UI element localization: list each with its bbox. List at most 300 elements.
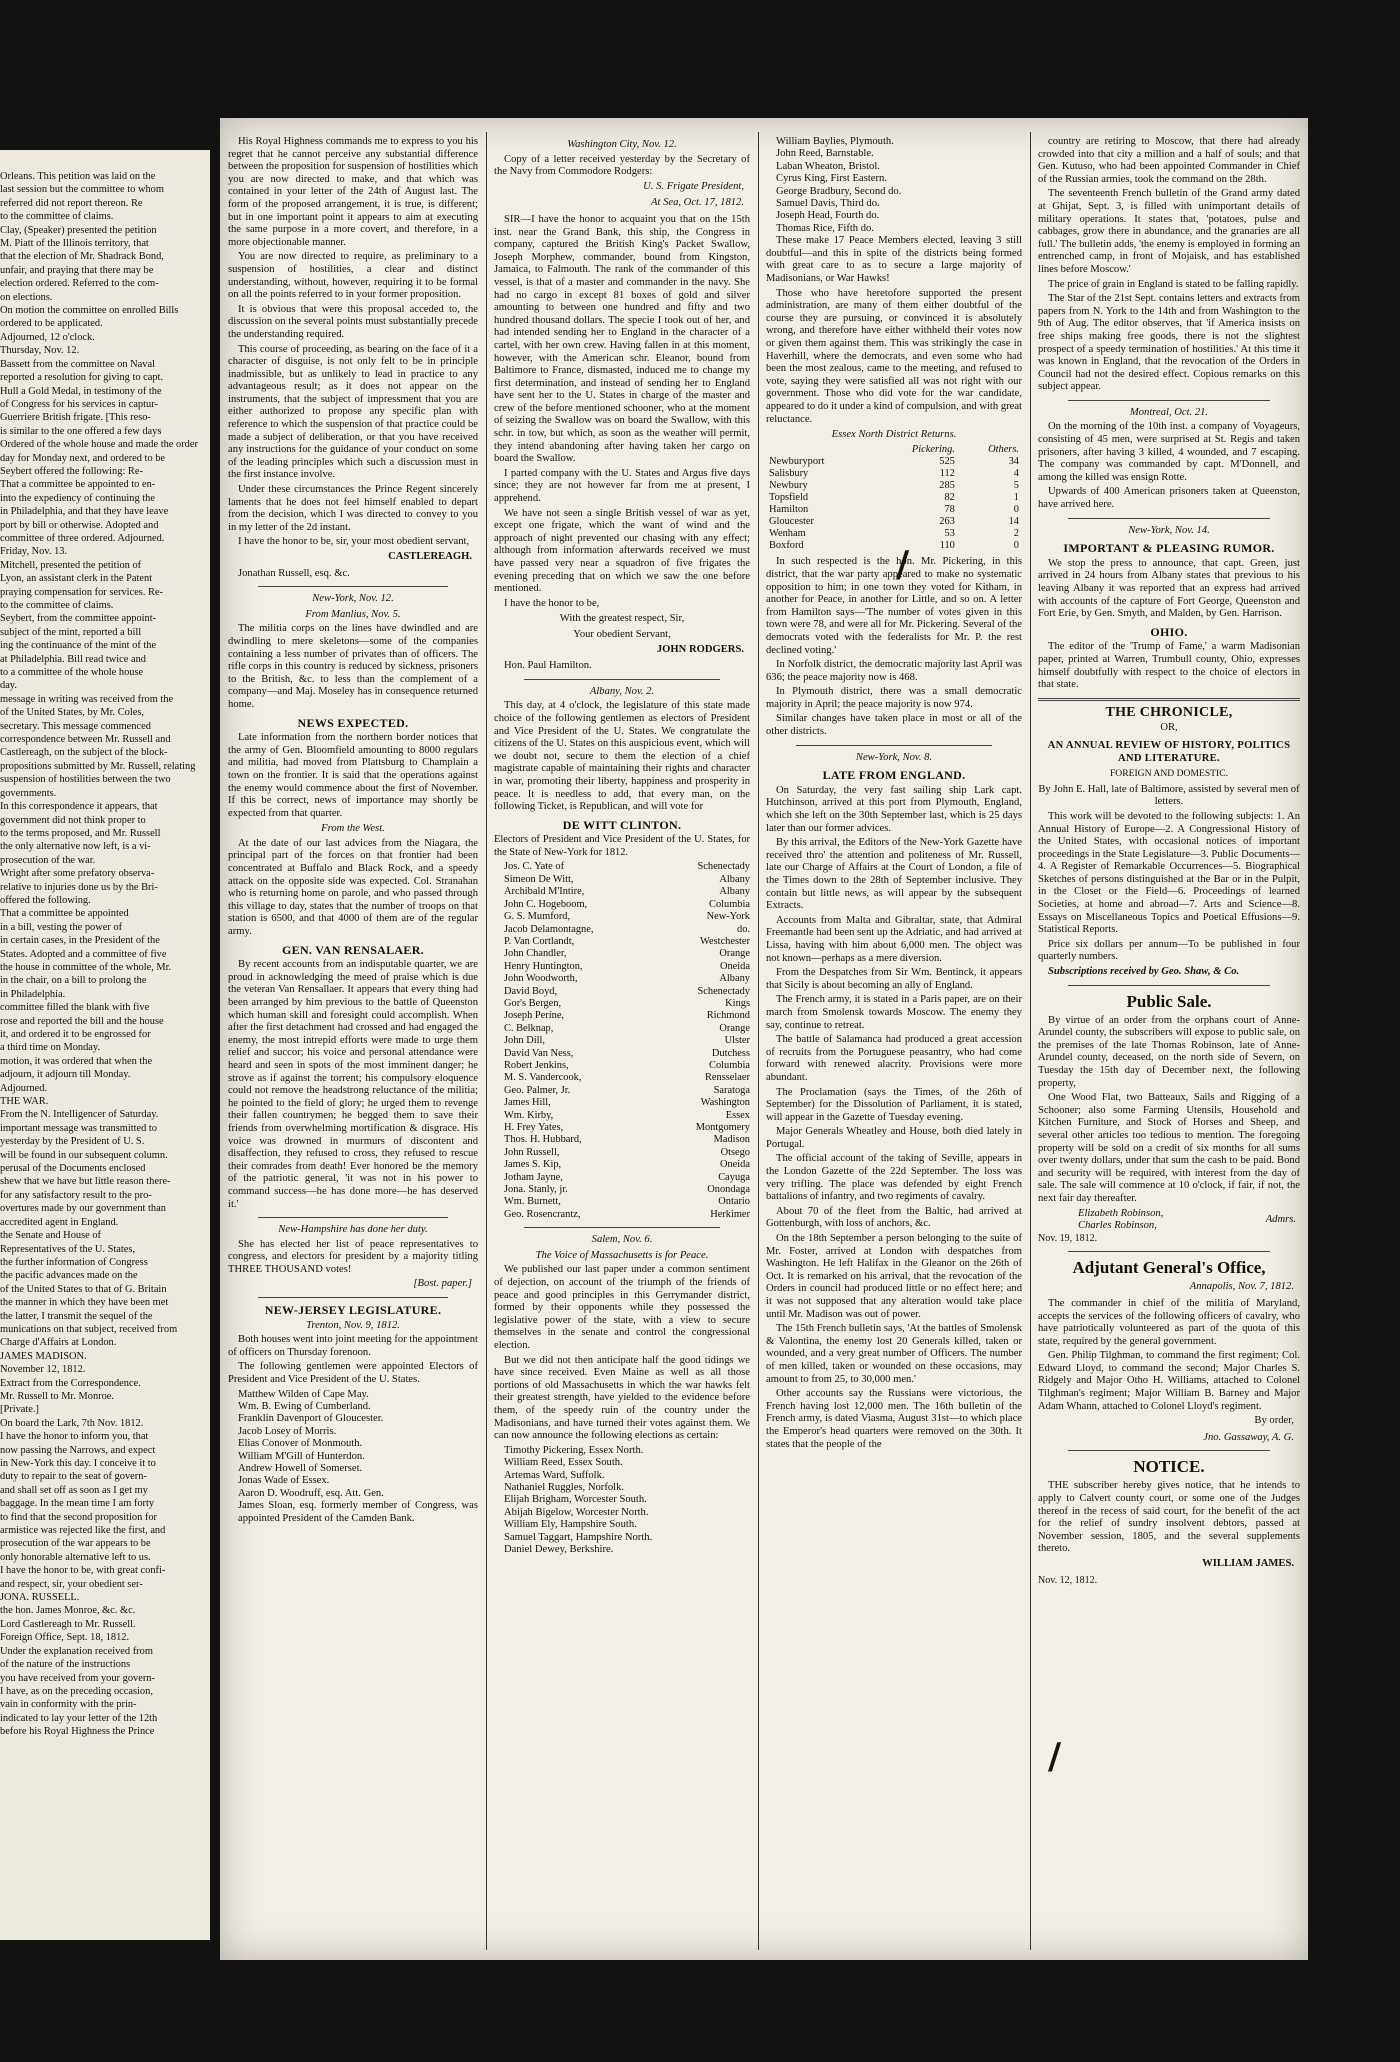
paragraph: The editor of the 'Trump of Fame,' a warm Madisonian paper, printed at Warren, Trumbull county, Ohio, expresses himself doubtfully with respect to the choice of electors in that state. [1038,641,1300,691]
heading-new-jersey-legislature: NEW-JERSEY LEGISLATURE. [264,1303,442,1318]
elector-name: Geo. Palmer, Jr. [504,1084,571,1096]
divider [258,586,448,587]
elector-name: Simeon De Witt, [504,873,574,885]
elector-name: Wm. Burnett, [504,1196,561,1208]
paragraph: country are retiring to Moscow, that there had already crowded into that city a million and a half of souls; and that Gen. Kutuso, who had been appointed Commander in Chief of the Russian armies, took the command on the 28th. [1038,136,1300,185]
elector-county: Dutchess [711,1047,750,1059]
left-fragment-line: the manner in which they have been met [0,1297,169,1309]
left-fragment-line: I have, as on the preceding occasion, [0,1685,153,1697]
paragraph: Other accounts say the Russians were victorious, the French having lost 12,000 men. The 16th bulletin of the French army, is dated Viasma, August 31st—to which place the Emperor's head quarters were removed on the 30th. It states that the people of the [766,1388,1022,1450]
table-row [766,456,1022,468]
heading-news-expected: NEWS EXPECTED. [297,715,409,730]
paragraph: By virtue of an order from the orphans court of Anne-Arundel county, the subscribers will expose to public sale, on the premises of the late Thomas Robinson, late of Anne-Arundel county, deceased, on the north side of Severn, on Tuesday the 15th day of December next, the following property, [1038,1014,1300,1089]
paragraph: The following gentlemen were appointed Electors of President and Vice President of the U. States. [228,1361,478,1386]
left-fragment-line: to a committee of the whole house [0,667,144,679]
new-jersey-text [228,1334,478,1386]
column-rule [486,132,487,1950]
addressee: Jonathan Russell, esq. &c. [238,567,350,579]
table-cell: 110 [939,540,955,552]
paragraph: In Plymouth district, there was a small democratic majority in April; the peace majority is now 974. [766,686,1022,710]
left-fragment-line: reported a resolution for giving to capt. [0,372,164,384]
left-fragment-line: correspondence between Mr. Russell and [0,734,171,746]
nj-elector: Jacob Losey of Morris. [238,1425,337,1437]
paragraph: On Saturday, the very fast sailing ship Lark capt. Hutchinson, arrived at this port from Plymouth, England, which she left on the 30th September last, which is 25 days later than our former advices. [766,784,1022,834]
left-fragment-line: referred did not report thereon. Re [0,197,143,209]
elector-name: Thos. H. Hubbard, [504,1134,582,1146]
notice-date: Nov. 12, 1812. [1038,1574,1098,1586]
news-expected-text [228,732,478,820]
left-fragment-line: Charge d'Affairs at London. [0,1337,117,1349]
ma-elected-member: Nathaniel Ruggles, Norfolk. [504,1481,625,1493]
rumor-text [1038,558,1300,621]
column-3 [766,136,1022,1950]
paragraph: The French army, it is stated in a Paris paper, are on their march from Smolensk towards Moscow. The enemy they say, continue to retreat. [766,994,1022,1031]
closing: With the greatest respect, Sir, [559,613,685,625]
elector-county: Ulster [724,1035,750,1047]
left-fragment-line: before his Royal Highness the Prince [0,1726,155,1738]
ma-elected-list-continued [776,136,1022,235]
table-cell: 0 [1013,540,1019,552]
elector-row [504,1023,750,1035]
elector-row [504,1147,750,1159]
paragraph: The 15th French bulletin says, 'At the battles of Smolensk & Valontina, the enemy lost 20 Generals killed, taken or wounded, and a very great number of Officers. The number of men killed, taken or wounded on these occasions, may amount to from 25, to 30,000 men.' [766,1323,1022,1385]
notice-text [1038,1480,1300,1556]
ma-elected-member: Elijah Brigham, Worcester South. [504,1494,647,1506]
table-row [766,504,1022,516]
left-fragment-line: In this correspondence it appears, that [0,801,158,813]
table-cell: Salisbury [769,468,809,480]
elector-name: Archibald M'Intire, [504,886,585,898]
heading-late-from-england: LATE FROM ENGLAND. [822,768,966,783]
left-fragment-line: of Congress for his services in captur- [0,398,158,410]
elector-row [504,998,750,1010]
left-fragment-line: Mr. Russell to Mr. Monroe. [0,1390,115,1402]
elector-name: Joseph Perine, [504,1010,565,1022]
elector-county: Ontario [718,1196,750,1208]
left-fragment-line: a third time on Monday. [0,1042,101,1054]
table-row [766,540,1022,552]
ma-elected-member: Joseph Head, Fourth do. [776,210,880,222]
ma-elected-member: Abijah Bigelow, Worcester North. [504,1506,649,1518]
sale-signer-2: Charles Robinson, [1078,1220,1157,1232]
essex-returns-table [766,444,1022,553]
left-fragment-line: indicated to lay your letter of the 12th [0,1712,158,1724]
paragraph: The Proclamation (says the Times, of the 26th of September) for the Dissolution of Parliament, it is stated, will appear in the Gazette of Tuesday evening. [766,1086,1022,1123]
elector-row [504,1085,750,1097]
elector-name: James Hill, [504,1097,551,1109]
paragraph: SIR—I have the honor to acquaint you that on the 15th inst. near the Grand Bank, this ship, the Congress in company, captured the British King's Packet Swallow, Joseph Morphew, commander, bound from Kingston, Jamaica, to Falmouth. The rank of the commander of this vessel, is that of a master and commander in the navy. She had no cargo in except 81 boxes of gold and silver amounting to between one hundred and fifty and two hundred thousand dollars. The specie I took out of her, and had intended sending her to England in the character of a cartel, with her own crew. Having fallen in at this moment, however, with the American schr. Eleanor, bound from Baltimore to France, dismasted, induced me to change my first determination, and instead of sending her to England have sent her to the U. States in charge of the master and crew of the before mentioned schooner, who at the moment of seizing the Swallow was on board the Swallow, with this schr. in tow, but which, as soon as the weather will permit, they intend abandoning after having taken her cargo on board the Swallow. [494,213,750,465]
paragraph: Accounts from Malta and Gibraltar, state, that Admiral Freemantle had been sent up the Adriatic, and had arrived at Lissa, having with him about 6,000 men. The object was not known—perhaps as a mere diversion. [766,914,1022,964]
table-cell: Boxford [769,540,804,552]
left-fragment-line: propositions submitted by Mr. Russell, relating [0,760,196,772]
left-fragment-line: Bassett from the committee on Naval [0,358,155,370]
table-cell: Newbury [769,480,808,492]
elector-name: G. S. Mumford, [504,911,571,923]
handwritten-mark: / [896,544,910,585]
heading-ohio: OHIO. [1150,624,1188,639]
at-sea-date: At Sea, Oct. 17, 1812. [651,197,744,209]
left-fragment-line: Ordered of the whole house and made the order [0,439,198,451]
dateline-annapolis: Annapolis, Nov. 7, 1812. [1189,1281,1294,1293]
left-fragment-line: Castlereagh, on the subject of the block- [0,747,168,759]
left-fragment-line: of the nature of the instructions [0,1659,131,1671]
left-fragment-line: the hon. James Monroe, &c. &c. [0,1605,136,1617]
elector-name: David Boyd, [504,985,558,997]
left-fragment-line: I have the honor to be, with great confi- [0,1565,166,1577]
ohio-text [1038,641,1300,691]
elector-county: Columbia [709,898,750,910]
elector-row [504,1134,750,1146]
albany-report [494,700,750,813]
elector-row [504,948,750,960]
paragraph: These make 17 Peace Members elected, leaving 3 still doubtful—and this in spite of the districts being formed with great care to as to secure a large majority of Madisonians, or War Hawks! [766,235,1022,285]
elector-row [504,973,750,985]
left-fragment-line: governments. [0,787,57,799]
left-fragment-line: M. Piatt of the Illinois territory, that [0,238,149,250]
dateline-montreal: Montreal, Oct. 21. [1129,406,1209,418]
paragraph: The seventeenth French bulletin of the Grand army dated at Ghijat, Sept. 3, is filled with unimportant details of military operations. It states that, 'potatoes, pulse and cabbages, grow there in abundance, and the granaries are all full.' The bulletin adds, 'the enemy is employed in forming an entrenched camp, in front of Mojaisk, and has established lines before Moscow.' [1038,188,1300,275]
paragraph: From the Despatches from Sir Wm. Bentinck, it appears that Sicily is about becoming an ally of England. [766,967,1022,991]
left-fragment-line: duty to repair to the seat of govern- [0,1471,147,1483]
left-fragment-line: into the expediency of continuing the [0,492,155,504]
left-fragment-line: in Philadelphia, and that they have leave [0,506,169,518]
elector-row [504,986,750,998]
left-fragment-line: Seybert offered the following: Re- [0,465,143,477]
public-sale-signatures [1078,1208,1296,1233]
paragraph: I parted company with the U. States and Argus five days since; they are not however far from me at present, I apprehend. [494,467,750,505]
left-fragment-line: Representatives of the U. States, [0,1243,136,1255]
elector-county: Orange [719,1022,750,1034]
paragraph: You are now directed to require, as preliminary to a suspension of hostilities, a clear and distinct understanding, without, however, requiring it to be formal on all the points referred to in your former proposition. [228,251,478,301]
elector-county: Albany [719,886,750,898]
left-fragment-line: important message was transmitted to [0,1122,157,1134]
left-fragment-line: now passing the Narrows, and expect [0,1444,156,1456]
pickering-text [766,556,1022,738]
chronicle-subscriptions: Subscriptions received by Geo. Shaw, & Co. [1048,966,1240,978]
chronicle-subtitle: AN ANNUAL REVIEW OF HISTORY, POLITICS AND LITERATURE. [1047,739,1291,764]
chronicle-subtitle-2: FOREIGN AND DOMESTIC. [1109,768,1229,780]
left-fragment-line: vain in conformity with the prin- [0,1699,137,1711]
elector-row [504,1072,750,1084]
table-header [766,444,873,457]
left-fragment-line: it, and ordered it to be engrossed for [0,1029,151,1040]
left-fragment-line: the Senate and House of [0,1230,101,1242]
ma-elected-member: William Reed, Essex South. [504,1457,623,1469]
left-fragment-line: Friday, Nov. 13. [0,546,68,558]
left-fragment-line: [Private.] [0,1404,39,1416]
elector-county: Oneida [719,1159,750,1171]
table-row [766,480,1022,492]
elector-county: Cayuga [718,1171,750,1183]
elector-row [504,1122,750,1134]
elector-county: Schenectady [697,985,750,997]
dateline-new-york-14: New-York, Nov. 14. [1128,524,1210,536]
paragraph: The price of grain in England is stated to be falling rapidly. [1048,278,1299,290]
elector-row [504,961,750,973]
table-cell: 82 [944,492,955,504]
divider [524,679,720,680]
by-order: By order, [1254,1415,1294,1427]
left-fragment-line: last session but the committee to whom [0,184,164,196]
left-fragment-line: and shall set off as soon as I get my [0,1484,148,1496]
left-fragment-line: unfair, and praying that there may be [0,264,154,276]
left-fragment-line: shew that we have but little reason there- [0,1176,171,1188]
left-fragment-line: at Philadelphia. Bill read twice and [0,653,147,665]
left-fragment-line: in Philadelphia. [0,988,66,1000]
montreal-report [1038,421,1300,511]
obedient: Your obedient Servant, [573,628,671,640]
left-fragment-line: armistice was rejected like the first, and [0,1525,166,1537]
rodgers-intro: Copy of a letter received yesterday by the Secretary of the Navy from Commodore Rodgers: [494,153,750,178]
paragraph: The commander in chief of the militia of Maryland, accepts the services of the following officers of cavalry, who have patriotically volunteered as part of the quota of this state, required by the general government. [1038,1297,1300,1347]
elector-name: Jona. Stanly, jr. [504,1184,568,1196]
left-fragment-line: subject of the mint, reported a bill [0,626,142,638]
elector-county: Montgomery [695,1122,750,1133]
heading-important-rumor: IMPORTANT & PLEASING RUMOR. [1063,541,1275,556]
elector-row [504,1209,750,1221]
moscow-report [1038,136,1300,394]
left-fragment-line: Guerriere British frigate. [This reso- [0,412,151,424]
table-cell: 285 [939,480,955,492]
van-rensalaer-text [228,959,478,1211]
left-fragment-line: adjourn, it adjourn till Monday. [0,1069,131,1081]
nj-elector: Jonas Wade of Essex. [238,1475,330,1487]
table-cell: Topsfield [769,492,809,504]
elector-name: Robert Jenkins, [504,1059,569,1071]
ma-elected-member: William Ely, Hampshire South. [504,1519,637,1531]
ny-electors-list [504,861,750,1221]
left-fragment-line: yesterday by the President of U. S. [0,1136,145,1148]
ma-elected-member: Samuel Taggart, Hampshire North. [504,1531,653,1543]
new-jersey-electors [238,1389,478,1525]
left-fragment-line: That a committee be appointed to en- [0,479,156,491]
ma-elected-member: Laban Wheaton, Bristol. [776,160,880,172]
electors-heading: Electors of President and Vice President of the U. States, for the State of New-York for 1812. [494,834,750,858]
elector-county: Herkimer [710,1208,750,1220]
left-fragment-line: Extract from the Correspondence. [0,1377,141,1389]
left-fragment-line: States. Adopted and a committee of five [0,948,167,960]
left-fragment-line: government did not think proper to [0,814,146,826]
castlereagh-letter [228,136,478,549]
table-cell: Hamilton [769,504,809,516]
elector-name: Geo. Rosencrantz, [504,1208,581,1220]
paragraph: Both houses went into joint meeting for the appointment of officers on Thursday forenoon. [228,1334,478,1358]
left-fragment-line: offered the following. [0,894,91,906]
column-2 [494,136,750,1950]
column-4 [1038,136,1300,1950]
ma-elected-member: George Bradbury, Second do. [776,185,902,197]
elector-county: Columbia [709,1059,750,1071]
elector-name: James S. Kip, [504,1159,562,1171]
paragraph: The battle of Salamanca had produced a great accession of recruits from the Portuguese peasantry, who had come forward with renewed alacrity. Provisions were more abundant. [766,1034,1022,1083]
public-sale-text [1038,1015,1300,1206]
left-fragment-line: ing the continuance of the mint of the [0,640,157,652]
elector-county: Richmond [706,1010,750,1022]
left-fragment-line: Lord Castlereagh to Mr. Russell. [0,1618,136,1630]
paragraph: Under these circumstances the Prince Regent sincerely laments that he does not feel himself enabled to depart from the decision, which I was directed to convey to you in my letter of the 2d instant. [228,484,478,533]
paragraph: In such respected is the hon. Mr. Pickering, in this district, that the war party appeared to make no systematic opposition to him; in one town they voted for Kitham, in another for Peace, in another for Little, and so on. A letter from Hamilton says—'The number of votes given in this town were 78, and were all for Mr. Pickering. Several of the democrats voted with the federalists for Mr. P. the rest declined voting.' [766,556,1022,656]
elector-name: M. S. Vandercook, [504,1072,582,1084]
elector-county: Schenectady [697,861,750,873]
left-fragment-line: the latter, I transmit the sequel of the [0,1310,153,1322]
left-fragment-line: the only alternative now left, is a vi- [0,841,151,853]
elector-name: John Dill, [504,1035,545,1047]
left-fragment-line: only honorable alternative left to us. [0,1551,151,1563]
nj-elector: Franklin Davenport of Gloucester. [238,1413,384,1425]
dateline-salem: Salem, Nov. 6. [591,1234,653,1246]
paragraph: By this arrival, the Editors of the New-York Gazette have received thro' the attention and politeness of Mr. Russell, late our Charge of Affairs at the Court of London, a file of the Times down to the 28th of September inclusive. They contain but little news, as will appear by the subsequent Extracts. [766,837,1022,912]
left-fragment-line: prosecution of the war appears to be [0,1538,151,1550]
ma-elected-member: William Baylies, Plymouth. [776,136,894,147]
divider [258,1297,448,1298]
left-fragment-line: for any satisfactory result to the pro- [0,1189,152,1201]
paragraph: THE subscriber hereby gives notice, that he intends to apply to Calvert county court, or some one of the Judges thereof in the recess of said court, for the benefit of the act for the relief of sundry insolvent debtors, passed at November session, 1805, and the several supplements thereto. [1038,1480,1300,1555]
left-fragment-line: Clay, (Speaker) presented the petition [0,224,157,236]
salem-report [494,1264,750,1442]
left-fragment-line: committee of three ordered. Adjourned. [0,532,165,544]
elector-row [504,886,750,898]
dateline-manlius: From Manlius, Nov. 5. [305,608,401,620]
ma-elected-member: Thomas Rice, Fifth do. [776,222,874,234]
elector-county: Otsego [720,1146,750,1158]
paragraph: We have not seen a single British vessel of war as yet, except one frigate, which the want of wind and the approach of night prevented our chasing with any effect; although from information afterwards received we must have passed very near a squadron of five frigates the evening preceding that on which we saw the one before mentioned. [494,507,750,595]
heading-gen-van-rensalaer: GEN. VAN RENSALAER. [282,942,424,957]
ma-elected-member: John Reed, Barnstable. [776,148,874,160]
divider [1068,1450,1270,1451]
table-header: Others. [988,443,1019,455]
heading-the-chronicle: THE CHRONICLE, [1105,704,1233,720]
divider [258,1217,448,1218]
left-fragment-line: motion, it was ordered that when the [0,1055,153,1067]
chronicle-or: OR, [1160,722,1178,734]
left-fragment-line: secretary. This message commenced [0,720,151,732]
table-cell: 112 [939,468,955,480]
left-fragment-line: praying compensation for services. Re- [0,586,164,598]
paragraph: This course of proceeding, as bearing on the face of it a character of disguise, is not only felt to be in principle inadmissible, but as unlikely to lead in practice to any advantageous result; as it does not appear on the instruments, that the subject of impressment that you are either authorized to propose any specific plan with reference to which the suspension of that practice could be made a subject of deliberation, or that you have received any instructions for the guidance of your conduct on some of the leading principles which such a discussion must in the first instance involve. [228,343,478,481]
ship-name: U. S. Frigate President, [643,180,744,192]
left-fragment-line: Adjourned, 12 o'clock. [0,331,95,343]
divider [1068,518,1270,519]
left-fragment-line: rose and reported the bill and the house [0,1015,164,1027]
dateline-new-york: New-York, Nov. 12. [312,593,394,605]
dateline-new-york: New-York, Nov. 8. [855,751,933,763]
left-fragment-line: Orleans. This petition was laid on the [0,171,156,182]
left-fragment-line: prosecution of the war. [0,854,96,866]
paragraph: Upwards of 400 American prisoners taken at Queenston, have arrived here. [1038,486,1300,511]
left-fragment-line: message in writing was received from the [0,693,174,705]
paragraph: The official account of the taking of Seville, appears in the London Gazette of the 22d September. The loss was very trifling. The place was defended by eight French battalions of infantry, and two regiments of cavalry. [766,1153,1022,1203]
paragraph: This work will be devoted to the following subjects: 1. An Annual History of Europe—2. A Congressional History of the United States, with occasional notices of important proceedings in the State Legislature—3. Public Documents—4. A Register of Remarkable Occurrences—5. Biographical Sketches of persons distinguished at the Bar or in the Pulpit, in the Closet or the Field—6. Proceedings of learned Societies, at home and abroad—7. Arts and Science—8. Essays on Miscellaneous Topics and Poetical Effusions—9. Statistical Reports. [1038,810,1300,936]
table-cell: 53 [944,528,955,540]
left-fragment-line: to find that the second proposition for [0,1511,157,1523]
elector-name: Jos. C. Yate of [504,861,565,873]
left-fragment-line: On board the Lark, 7th Nov. 1812. [0,1417,144,1429]
elector-county: Washington [700,1097,750,1109]
ma-elected-member: Cyrus King, First Eastern. [776,173,887,185]
left-fragment-line: baggage. In the mean time I am forty [0,1498,155,1510]
left-fragment-line: From the N. Intelligencer of Saturday. [0,1109,159,1121]
left-fragment-line: of the United States, by Mr. Coles, [0,707,145,719]
elector-county: Essex [725,1109,750,1121]
left-fragment-line: committee filled the blank with five [0,1002,150,1014]
table-cell: 4 [1013,468,1019,480]
elector-row [504,1184,750,1196]
elector-name: John C. Hogeboom, [504,898,588,910]
divider [796,745,992,746]
left-fragment-line: Hull a Gold Medal, in testimony of the [0,385,162,397]
left-fragment-line: day. [0,680,17,692]
paragraph: Gen. Philip Tilghman, to command the first regiment; Col. Edward Lloyd, to command the second; Major Charles S. Ridgely and Major Otho H. Williams, attached to Colonel Tilghman's regiment; Major William B. Barney and Major Adam Whann, attached to Colonel Lloyd's regiment. [1038,1350,1300,1412]
left-fragment-line: and respect, sir, your obedient ser- [0,1578,143,1590]
left-fragment-line: on elections. [0,291,53,303]
elector-row [504,1060,750,1072]
paragraph: Late information from the northern border notices that the army of Gen. Bloomfield amounting to 8000 regulars and militia, had moved from Plattsburg to Champlain a town on the frontier. It is said that the operations against the enemy would commence about the first of November. If this be correct, news of importance may shortly be expected from that quarter. [228,732,478,819]
signature-castlereagh: CASTLEREAGH. [388,551,472,562]
elector-name: John Woodworth, [504,973,578,985]
column-rule [758,132,759,1950]
column-1 [228,136,478,1950]
paragraph: We published our last paper under a common sentiment of dejection, on account of the triumph of the friends of peace and good principles in this Gerrymander district, formed by their opponents while they possessed the legislative power of the state, with a view to secure themselves in the senate and control the congressional election. [494,1264,750,1351]
elector-county: Onondaga [707,1184,750,1196]
adjutant-text [1038,1298,1300,1413]
left-fragment-line: in the chair, on a bill to prolong the [0,975,147,987]
newspaper-page [220,118,1308,1960]
ma-elected-member: Timothy Pickering, Essex North. [504,1444,644,1456]
ma-elected-member: Daniel Dewey, Berkshire. [504,1544,614,1555]
elector-county: Orange [719,948,750,960]
heading-essex-returns: Essex North District Returns. [831,429,957,441]
left-fragment-line: suspension of hostilities between the two [0,774,171,786]
elector-name: P. Van Cortlandt, [504,935,575,947]
elector-county: Kings [725,997,750,1009]
elector-row [504,1048,750,1060]
elector-county: Oneida [719,960,750,972]
paragraph: On the 18th September a person belonging to the suite of Mr. Foster, arrived at London with despatches from Washington. He left Halifax in the Gleanor on the 26th of Oct. It is remarked on his arrival, that the revocation of the Orders in council had produced little or no effect here; and it was not supposed that any alteration would take place until Mr. Madison was out of power. [766,1233,1022,1320]
from-west-text [228,838,478,939]
left-fragment-line: to the terms proposed, and Mr. Russell [0,827,161,839]
table-cell: 14 [1008,516,1019,528]
dateline-trenton: Trenton, Nov. 9, 1812. [306,1319,400,1331]
left-fragment-line: the pacific advances made on the [0,1270,138,1282]
left-fragment-line: That a committee be appointed [0,908,129,920]
divider [524,1227,720,1228]
left-fragment-line: in certain cases, in the President of the [0,935,160,947]
left-fragment-line: Mitchell, presented the petition of [0,559,142,571]
elector-county: Rensselaer [704,1072,750,1084]
rodgers-letter [494,214,750,610]
paragraph: His Royal Highness commands me to express to you his regret that he cannot perceive any substantial difference between the proposition for suspension of hostilities which you are now directed to make, and that which was contained in your letter of the 24th of August last. The form of the proposed arrangement, it is true, is different; but in one important point it appears to aim at executing the same purpose in a more covert, and therefore, in a more objectionable manner. [228,136,478,248]
nj-elector: James Sloan, esq. formerly member of Congress, was appointed President of the Camden Bank. [238,1500,478,1524]
left-fragment-line: election ordered. Referred to the com- [0,278,159,290]
elector-county: Albany [719,873,750,885]
paragraph: Those who have heretofore supported the present administration, are many of them either doubtful of the course they are pursuing, or convinced it is absolutely wrong, and therefore have either withheld their votes now or given them against them. This was strikingly the case in Haverhill, where the democrats, and even some who had been the most zealous, came to the meeting, and refused to vote, saying they were satisfied all was not right with our government. Those who did vote for the war candidate, appeared to do it under a kind of compulsion, and with great reluctance. [766,287,1022,425]
left-fragment-line: that the election of Mr. Shadrack Bond, [0,251,164,263]
heading-voice-of-massachusetts: The Voice of Massachusetts is for Peace. [535,1249,709,1261]
nj-elector: Elias Conover of Monmouth. [238,1438,363,1450]
paragraph: This day, at 4 o'clock, the legislature of this state made choice of the following gentlemen as electors of President and Vice President of the U. States. We congratulate the citizens of the U. States on this auspicious event, which will we doubt not, secure to them the election of a chief magistrate capable of maintaining their rights and character in war, promoting their liberty, happiness and prosperity in peace. It is needless to add, that every man, on the following Ticket, is Republican, and will vote for [494,700,750,813]
elector-row [504,1010,750,1022]
elector-name: Jacob Delamontagne, [504,923,594,935]
elector-row [504,1172,750,1184]
elector-name: David Van Ness, [504,1047,574,1059]
handwritten-mark: / [1048,1736,1062,1777]
left-fragment-line: day for Monday next, and ordered to be [0,452,166,464]
sale-admrs: Admrs. [1265,1213,1296,1225]
paragraph: About 70 of the fleet from the Baltic, had arrived at Gottenburgh, with loss of anchors, &c. [766,1205,1022,1230]
elector-name: John Russell, [504,1146,560,1158]
nj-elector: Aaron D. Woodruff, esq. Att. Gen. [238,1487,384,1499]
left-fragment-line: Seybert, from the committee appoint- [0,613,157,625]
